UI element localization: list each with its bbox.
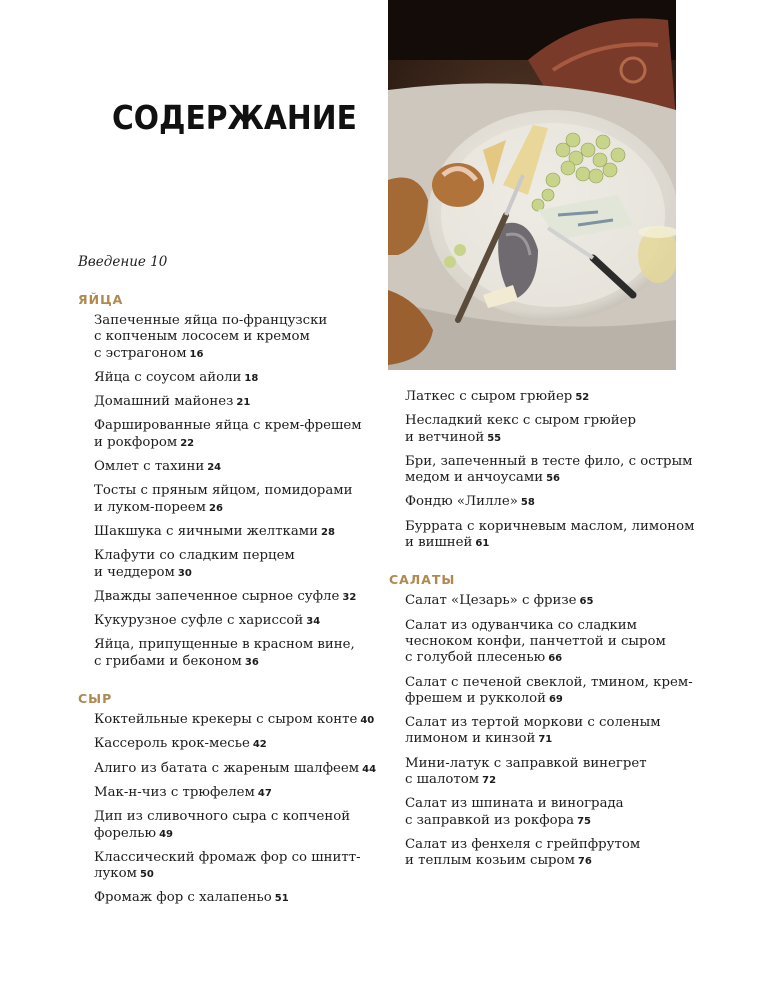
- entry-title-line: [94, 637, 378, 653]
- entry-title-line: [94, 761, 378, 778]
- entry-text: Мини-латук с заправкой винегрет: [405, 755, 647, 771]
- entry-text: с эстрагоном: [94, 345, 187, 361]
- cheese-plate-illustration: [388, 0, 676, 370]
- entry-title-line: [405, 731, 689, 748]
- entry-title-line: [405, 535, 689, 552]
- entry-text: и рокфором: [94, 434, 178, 450]
- entry-title-line: [405, 837, 689, 853]
- toc-entry: [94, 712, 378, 729]
- page-number: 58: [520, 497, 535, 509]
- toc-entry: [94, 809, 378, 843]
- entry-text: Дважды запеченное сырное суфле: [94, 588, 340, 604]
- entry-text: и вишней: [405, 535, 473, 551]
- entry-text: Латкес с сыром грюйер: [405, 389, 573, 404]
- entry-title-line: [94, 418, 378, 434]
- section-salads: [389, 572, 693, 870]
- toc-entry: [94, 589, 378, 606]
- toc-entry: [94, 418, 378, 452]
- entry-text: Буррата с коричневым маслом, лимоном: [405, 518, 695, 534]
- entry-text: Яйца с соусом айоли: [94, 369, 242, 385]
- toc-entry: [405, 453, 693, 488]
- page-number: 76: [577, 856, 592, 868]
- toc-entry: [94, 548, 378, 582]
- page-number: 72: [482, 775, 497, 787]
- entry-title-line: [94, 500, 378, 517]
- entry-title-line: [405, 691, 689, 708]
- toc-entry: [94, 736, 378, 753]
- toc-entry: [405, 618, 689, 668]
- entry-title-line: [405, 518, 695, 535]
- entry-text: чесноком конфи, панчеттой и сыром: [405, 633, 666, 649]
- entry-title-line: [94, 736, 378, 753]
- entry-title-line: [94, 890, 378, 907]
- entry-text: с шалотом: [405, 772, 480, 788]
- page-number: 66: [548, 653, 563, 665]
- page-title: СОДЕРЖАНИЕ: [112, 98, 357, 137]
- page-number: 30: [177, 567, 192, 579]
- entry-text: и луком-пореем: [94, 499, 206, 515]
- entry-text: Салат из фенхеля с грейпфрутом: [405, 836, 641, 852]
- entry-title-line: [405, 430, 689, 447]
- entry-title-line: [405, 413, 689, 429]
- entry-text: Запеченные яйца по-французски: [94, 313, 328, 328]
- toc-entry: [94, 524, 378, 541]
- entry-text: лимоном и кинзой: [405, 731, 536, 747]
- toc-entry: [94, 483, 378, 517]
- entry-title-line: [94, 370, 378, 387]
- page-number: 52: [575, 392, 590, 403]
- entry-text: и теплым козьим сыром: [405, 853, 575, 869]
- page-number: 51: [274, 893, 289, 905]
- entry-text: Классический фромаж фор со шнитт-: [94, 849, 361, 865]
- entry-title-line: [94, 850, 378, 866]
- toc-entry: [405, 837, 689, 871]
- entry-title-line: [94, 712, 378, 729]
- entry-title-line: [94, 565, 378, 582]
- section-cheese-cont: [389, 389, 695, 552]
- entry-title-line: [94, 459, 378, 476]
- cheese-plate-photo: [388, 0, 676, 370]
- entry-text: Дип из сливочного сыра с копченой: [94, 809, 351, 825]
- entry-text: Домашний майонез: [94, 394, 234, 410]
- entry-text: Яйца, припущенные в красном вине,: [94, 637, 355, 653]
- entry-title-line: [405, 756, 689, 772]
- entry-title-line: [94, 483, 378, 499]
- entry-list: [389, 389, 695, 552]
- entry-title-line: [405, 853, 689, 870]
- toc-column-right: [389, 389, 695, 891]
- toc-entry: [405, 756, 689, 790]
- entry-title-line: [94, 346, 378, 363]
- entry-title-line: [405, 813, 689, 830]
- entry-title-line: [405, 772, 689, 789]
- toc-column-left: [78, 292, 378, 928]
- entry-title-line: [405, 618, 689, 634]
- entry-text: с грибами и беконом: [94, 653, 242, 669]
- page-number: 71: [538, 734, 553, 746]
- page-number: 47: [257, 787, 272, 799]
- entry-title-line: [94, 589, 378, 606]
- page-number: 22: [180, 437, 195, 449]
- entry-text: луком: [94, 866, 137, 882]
- entry-title-line: [405, 453, 693, 470]
- entry-title-line: [94, 866, 378, 883]
- entry-title-line: [94, 613, 378, 630]
- intro-page: 10: [150, 254, 168, 270]
- page-number: 40: [360, 715, 375, 727]
- toc-entry: [94, 394, 378, 411]
- entry-title-line: [405, 634, 689, 650]
- entry-text: с заправкой из рокфора: [405, 812, 575, 828]
- toc-entry: [405, 494, 689, 511]
- page-number: 34: [306, 616, 321, 628]
- entry-text: Коктейльные крекеры с сыром конте: [94, 712, 358, 728]
- page-number: 69: [548, 693, 563, 705]
- page-number: 32: [342, 591, 357, 603]
- entry-text: Шакшука с яичными желтками: [94, 523, 319, 539]
- entry-title-line: [94, 826, 378, 843]
- page-number: 49: [159, 828, 173, 840]
- toc-entry: [405, 518, 695, 553]
- entry-text: Салат из тертой моркови с соленым: [405, 715, 661, 731]
- entry-text: Алиго из батата с жареным шалфеем: [94, 760, 360, 776]
- toc-entry: [94, 761, 378, 778]
- section-heading: ЯЙЦА: [78, 292, 124, 307]
- entry-text: Омлет с тахини: [94, 459, 205, 475]
- entry-list: [389, 593, 693, 870]
- entry-text: и ветчиной: [405, 429, 485, 445]
- toc-entry: [94, 613, 378, 630]
- page-number: 65: [579, 596, 594, 608]
- page-number: 44: [362, 763, 377, 775]
- toc-entry: [94, 370, 378, 387]
- entry-text: Фромаж фор с халапеньо: [94, 890, 272, 906]
- entry-text: и чеддером: [94, 564, 175, 580]
- page-number: 56: [546, 473, 560, 485]
- toc-entry: [94, 785, 378, 802]
- page-number: 28: [321, 526, 335, 538]
- entry-list: [78, 313, 378, 671]
- section-cheese: [78, 691, 378, 908]
- entry-text: фрешем и рукколой: [405, 690, 546, 706]
- entry-text: Фондю «Лилле»: [405, 494, 518, 510]
- entry-list: [78, 712, 378, 908]
- entry-title-line: [94, 548, 378, 564]
- entry-text: Мак-н-чиз с трюфелем: [94, 784, 255, 800]
- page-number: 75: [577, 815, 591, 827]
- entry-text: Несладкий кекс с сыром грюйер: [405, 413, 636, 429]
- page-number: 21: [236, 397, 251, 409]
- section-heading: СЫР: [78, 691, 113, 707]
- toc-entry: [94, 890, 378, 907]
- toc-entry: [94, 637, 378, 671]
- toc-entry: [405, 389, 689, 406]
- entry-title-line: [405, 494, 689, 511]
- entry-title-line: [94, 329, 378, 345]
- toc-entry: [405, 413, 689, 447]
- entry-text: Салат из шпината и винограда: [405, 796, 624, 812]
- entry-text: Салат с печеной свеклой, тмином, крем-: [405, 674, 693, 690]
- entry-text: Тосты с пряным яйцом, помидорами: [94, 483, 353, 499]
- entry-text: с копченым лососем и кремом: [94, 329, 310, 345]
- page-number: 50: [139, 869, 154, 881]
- entry-title-line: [405, 796, 689, 812]
- page-number: 16: [189, 348, 204, 360]
- entry-text: Салат из одуванчика со сладким: [405, 617, 638, 633]
- toc-entry: [405, 593, 689, 610]
- entry-title-line: [405, 650, 689, 667]
- entry-title-line: [94, 394, 378, 411]
- page-number: 61: [475, 538, 490, 550]
- toc-entry: [405, 674, 693, 709]
- entry-title-line: [405, 593, 689, 610]
- intro-label: Введение: [78, 254, 146, 270]
- entry-text: Бри, запеченный в тесте фило, с острым: [405, 453, 693, 469]
- toc-entry: [94, 313, 378, 363]
- entry-title-line: [405, 389, 689, 406]
- entry-text: Фаршированные яйца с крем-фрешем: [94, 418, 362, 434]
- entry-text: Клафути со сладким перцем: [94, 548, 295, 564]
- entry-title-line: [94, 654, 378, 671]
- entry-title-line: [405, 715, 689, 731]
- entry-title-line: [405, 470, 689, 487]
- entry-text: Кассероль крок-месье: [94, 736, 250, 752]
- page-number: 55: [487, 432, 502, 444]
- page-number: 42: [252, 739, 267, 751]
- section-eggs: [78, 292, 378, 671]
- entry-text: с голубой плесенью: [405, 650, 546, 666]
- page-number: 26: [208, 502, 223, 514]
- toc-entry: [405, 715, 689, 749]
- toc-entry: [94, 850, 378, 884]
- section-heading: САЛАТЫ: [389, 572, 456, 588]
- page-number: 24: [207, 462, 222, 474]
- entry-text: форелью: [94, 825, 157, 841]
- entry-title-line: [94, 313, 378, 329]
- entry-title-line: [94, 524, 378, 541]
- toc-entry: [94, 459, 378, 476]
- entry-text: медом и анчоусами: [405, 470, 544, 486]
- entry-title-line: [94, 785, 378, 802]
- toc-entry: [405, 796, 689, 830]
- entry-text: Салат «Цезарь» с фризе: [405, 593, 577, 609]
- entry-text: Кукурузное суфле с хариссой: [94, 613, 304, 629]
- intro-entry: [78, 254, 167, 270]
- page-number: 36: [244, 656, 259, 668]
- page-number: 18: [244, 372, 259, 384]
- entry-title-line: [94, 435, 378, 452]
- entry-title-line: [405, 674, 693, 691]
- entry-title-line: [94, 809, 378, 825]
